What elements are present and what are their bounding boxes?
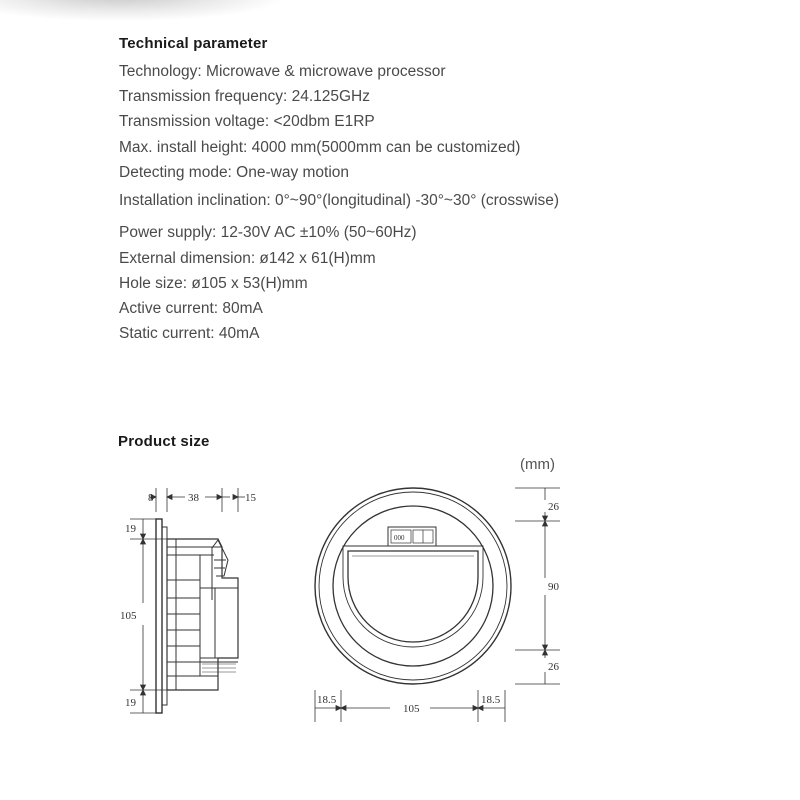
unit-label: (mm)	[520, 456, 555, 473]
param-frequency: Transmission frequency: 24.125GHz	[119, 88, 370, 105]
param-active-current: Active current: 80mA	[119, 300, 263, 317]
param-install-height: Max. install height: 4000 mm(5000mm can be customized)	[119, 139, 521, 156]
side-view-drawing	[156, 519, 238, 713]
param-dimension: External dimension: ø142 x 61(H)mm	[119, 250, 376, 267]
param-static-current: Static current: 40mA	[119, 325, 260, 342]
dim-front-right-26-top: 26	[548, 501, 559, 513]
param-voltage: Transmission voltage: <20dbm E1RP	[119, 113, 375, 130]
dim-front-right-90: 90	[548, 581, 559, 593]
side-view-dimensions	[130, 488, 245, 713]
param-inclination: Installation inclination: 0°~90°(longitudinal) -30°~30° (crosswise)	[119, 192, 560, 209]
param-power-supply: Power supply: 12-30V AC ±10% (50~60Hz)	[119, 224, 417, 241]
dim-side-left-19-top: 19	[125, 523, 136, 535]
connector-label: 000	[394, 534, 405, 542]
dim-front-bottom-105: 105	[403, 703, 420, 715]
dim-side-top-38: 38	[188, 492, 199, 504]
dim-front-bottom-18-5-right: 18.5	[481, 694, 501, 706]
dim-side-top-15: 15	[245, 492, 256, 504]
dim-side-top-8: 8	[148, 492, 154, 504]
product-size-heading: Product size	[118, 433, 210, 450]
dim-side-left-105: 105	[120, 610, 137, 622]
front-view-drawing	[315, 488, 511, 684]
dim-front-right-26-bottom: 26	[548, 661, 559, 673]
technical-parameter-heading: Technical parameter	[119, 35, 268, 52]
dim-front-bottom-18-5-left: 18.5	[317, 694, 337, 706]
param-detecting-mode: Detecting mode: One-way motion	[119, 164, 350, 181]
param-hole-size: Hole size: ø105 x 53(H)mm	[119, 275, 308, 292]
param-technology: Technology: Microwave & microwave processor	[119, 63, 446, 80]
dim-side-left-19-bottom: 19	[125, 697, 136, 709]
front-view-dimensions	[315, 488, 560, 722]
